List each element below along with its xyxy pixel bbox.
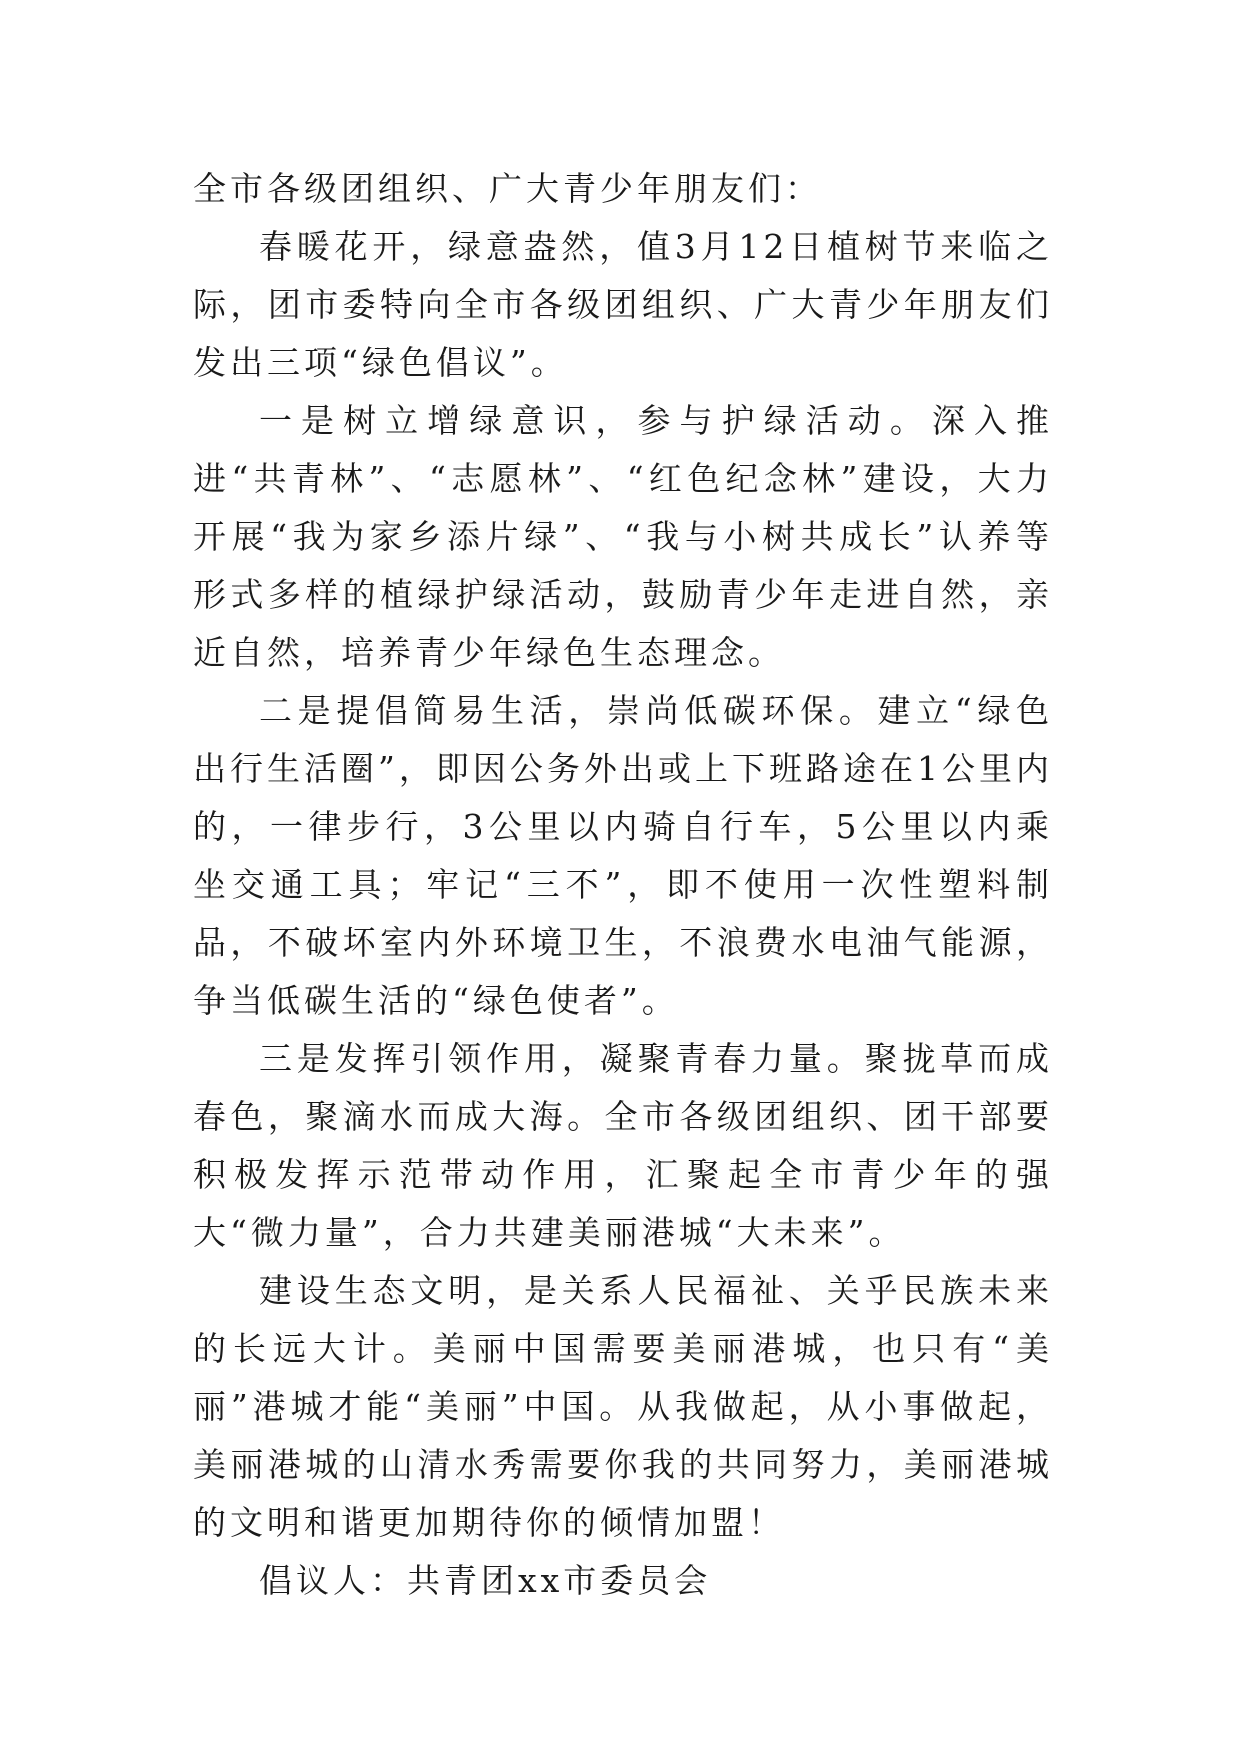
- paragraph-intro: 春暖花开，绿意盎然，值3月12日植树节来临之际，团市委特向全市各级团组织、广大青少年朋友们发出三项“绿色倡议”。: [193, 227, 1053, 382]
- paragraph-initiative-two: 二是提倡简易生活，崇尚低碳环保。建立“绿色出行生活圈”，即因公务外出或上下班路途在1公里内的，一律步行，3公里以内骑自行车，5公里以内乘坐交通工具；牢记“三不”，即不使用一次性塑料制品，不破坏室内外环境卫生，不浪费水电油气能源，争当低碳生活的“绿色使者”。: [193, 691, 1053, 1020]
- document-body: [193, 160, 1053, 1610]
- paragraph-initiative-one: 一是树立增绿意识，参与护绿活动。深入推进“共青林”、“志愿林”、“红色纪念林”建设，大力开展“我为家乡添片绿”、“我与小树共成长”认养等形式多样的植绿护绿活动，鼓励青少年走进自然，亲近自然，培养青少年绿色生态理念。: [193, 401, 1053, 672]
- signature: 倡议人：共青团xx市委员会: [259, 1561, 712, 1600]
- paragraph-initiative-three: 三是发挥引领作用，凝聚青春力量。聚拢草而成春色，聚滴水而成大海。全市各级团组织、团干部要积极发挥示范带动作用，汇聚起全市青少年的强大“微力量”，合力共建美丽港城“大未来”。: [193, 1039, 1053, 1252]
- salutation: 全市各级团组织、广大青少年朋友们：: [193, 169, 822, 208]
- paragraph-closing: 建设生态文明，是关系人民福祉、关乎民族未来的长远大计。美丽中国需要美丽港城，也只有“美丽”港城才能“美丽”中国。从我做起，从小事做起，美丽港城的山清水秀需要你我的共同努力，美丽港城的文明和谐更加期待你的倾情加盟！: [193, 1271, 1053, 1542]
